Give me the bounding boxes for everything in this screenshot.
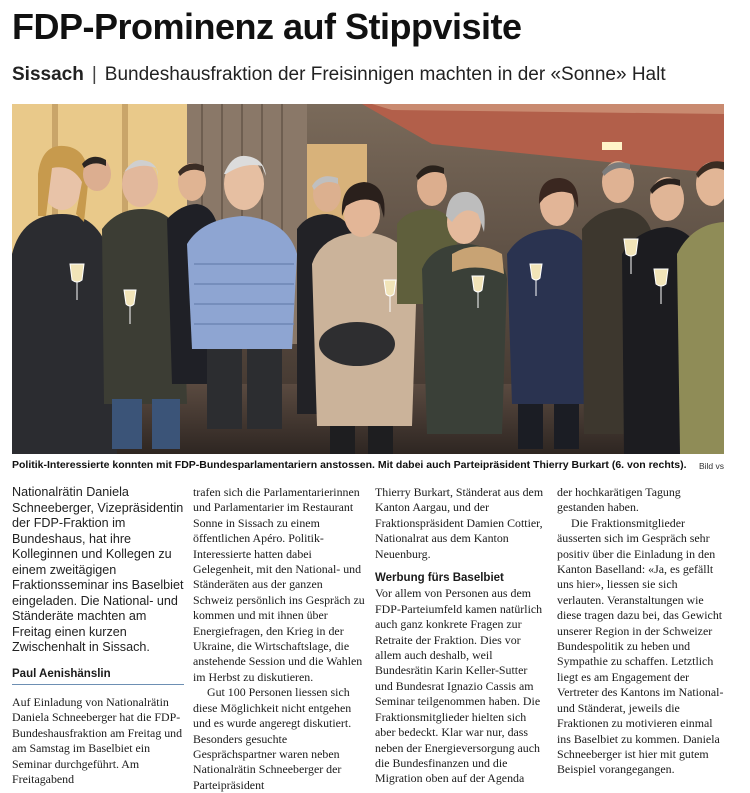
subheadline-row [12, 64, 666, 86]
body-paragraph: Die Fraktionsmitglieder äusserten sich im Gespräch sehr positiv über die Einladung in den Kanton Baselland: «Ja, es gefällt uns hier», liessen sie sich verlauten. Veranstaltungen wie diese tragen dazu bei, das Gewicht unserer Region in der Schweizer Bundespolitik zu heben und Sympathie zu schaffen. Letztlich liegt es am Engagement der Vertreter des Kantons im National- und Ständerat, jeweils die Fraktionen zu motivieren einmal ins Baselbiet zu kommen. Daniela Schneeberger ist hier mit gutem Beispiel vorangegangen. [557, 515, 724, 777]
body-paragraph: Auf Einladung von Nationalrätin Daniela Schneeberger hat die FDP-Bundeshausfraktion am Freitag und am Samstag im Baselbiet ein Seminar durchgeführt. Am Freitagabend [12, 694, 183, 786]
body-paragraph: der hochkarätigen Tagung gestanden haben. [557, 485, 681, 515]
photo-caption: Politik-Interessierte konnten mit FDP-Bundesparlamentariern anstossen. Mit dabei auch Parteipräsident Thierry Burkart (6. von rechts). [12, 459, 687, 471]
section-subhead: Werbung fürs Baselbiet [375, 572, 504, 585]
body-paragraph: Gut 100 Personen liessen sich diese Möglichkeit nicht entgehen und es wurde angeregt diskutiert. Besonders gesuchte Gesprächspartner waren neben Nationalrätin Schneeberger der Parteipräsident [193, 685, 352, 792]
article-column-1 [12, 485, 184, 787]
headline: FDP-Prominenz auf Stippvisite [12, 6, 522, 47]
subheadline: Bundeshausfraktion der Freisinnigen machten in der «Sonne» Halt [104, 64, 666, 85]
article-column-2 [193, 485, 365, 793]
article-column-3 [375, 485, 547, 787]
body-paragraph: trafen sich die Parlamentarierinnen und Parlamentarier im Restaurant Sonne in Sissach zu einem öffentlichen Apéro. Politik-Interessierte hatten dabei Gelegenheit, mit den National- und Ständeräten aus der ganzen Schweiz persönlich ins Gespräch zu kommen und mit ihnen über Energiefragen, den Krieg in der Ukraine, die Wirtschaftslage, die anstehende Session und die Wahlen im Herbst zu diskutieren. [193, 485, 365, 684]
body-paragraph: Vor allem von Personen aus dem FDP-Parteiumfeld kamen natürlich auch ganz konkrete Fragen zur Retraite der Fraktion. Dies vor allem auch deshalb, weil Bundesrätin Karin Keller-Sutter und Bundesrat Ignazio Cassis am Seminar teilgenommen haben. Die Fraktionsmitglieder hielten sich aber bedeckt. Klar war nur, dass neben der Energieversorgung auch die Bundesfinanzen und die Migration oben auf der Agenda [375, 586, 543, 786]
photo-credit: Bild vs [698, 461, 724, 471]
article-column-4 [557, 485, 727, 778]
dateline-place: Sissach [12, 64, 84, 85]
article-lead: Nationalrätin Daniela Schneeberger, Vizepräsidentin der FDP-Fraktion im Bundeshaus, hat ihre Kolleginnen und Kollegen zu einem zweitägigen Fraktionsseminar ins Baselbiet eingeladen. Die National- und Ständeräte machten am Freitag einen kurzen Zwischenhalt in Sissach. [12, 485, 184, 654]
author-byline: Paul Aenishänslin [12, 667, 184, 685]
body-paragraph: Thierry Burkart, Ständerat aus dem Kanton Aargau, und der Fraktionspräsident Damien Cottier, Nationalrat aus dem Kanton Neuenburg. [375, 485, 544, 561]
dateline-separator: | [91, 64, 97, 85]
article-photo [12, 104, 724, 454]
